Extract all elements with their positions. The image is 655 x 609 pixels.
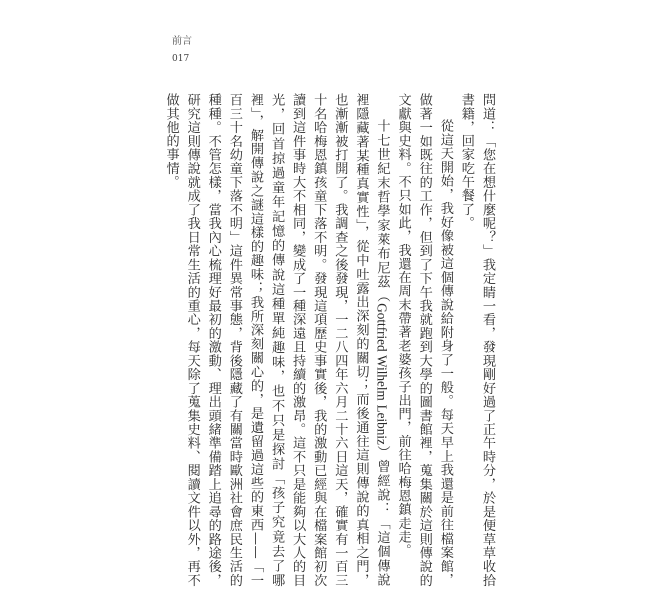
page-number: 017 bbox=[172, 54, 190, 64]
running-header bbox=[172, 35, 192, 66]
section-title: 前言 bbox=[172, 36, 192, 47]
body-text bbox=[163, 93, 498, 587]
paragraph-text: 十七世紀末哲學家萊布尼茲（ bbox=[374, 119, 390, 304]
paragraph-1 bbox=[456, 93, 498, 587]
paragraph-text: 從這天開始，我好像被這個傳說給附身了一般。每天早上我還是前往檔案館，做著一如既往的工作，但到了下午我就跑到大學的圖書館裡，蒐集關於這則傳說的文獻與史料。不只如此，我還在周末帶著老婆孩子出門，前往哈梅恩鎮走走。 bbox=[395, 93, 453, 587]
paragraph-text: ）曾經說：「這個傳說裡隱藏著某種真實性」，從中吐露出深刻的關切；而後通往這則傳說的真相之門，也漸漸被打開了。我調查之後發現，一二八四年六月二十六日這天，確實有一百三十名哈梅恩鎮孩童下落不明。發現這項歷史事實後，我的激動已經與在檔案館初次讀到這件事時大不相同，變成了一種深遠且持續的激昂。這不只是能夠以大人的目光，回首掠過童年記憶的傳說這種單純趣味，也不只是探討「孩子究竟去了哪裡」，解開傳說之謎這樣的趣味；我所深刻關心的，是遺留過這些的東西——「一百三十名幼童下落不明」這件異常事態，背後隱藏了有關當時歐洲社會庶民生活的種種。不管怎樣，當我內心梳理好最初的激動、理出頭緒準備踏上追尋的路途後，研究這則傳說就成了我日常生活的重心，每天除了蒐集史料、閱讀文件以外，再不做其他的事情。 bbox=[163, 93, 390, 588]
paragraph-3 bbox=[161, 93, 393, 587]
latin-name: Gottfried Wilhelm Leibniz bbox=[374, 303, 390, 446]
paragraph-text: 問道：「您在想什麼呢？」我定睛一看，發現剛好過了正午時分，於是便草草收拾書籍，回家吃午餐了。 bbox=[458, 93, 495, 587]
paragraph-2 bbox=[393, 93, 456, 587]
